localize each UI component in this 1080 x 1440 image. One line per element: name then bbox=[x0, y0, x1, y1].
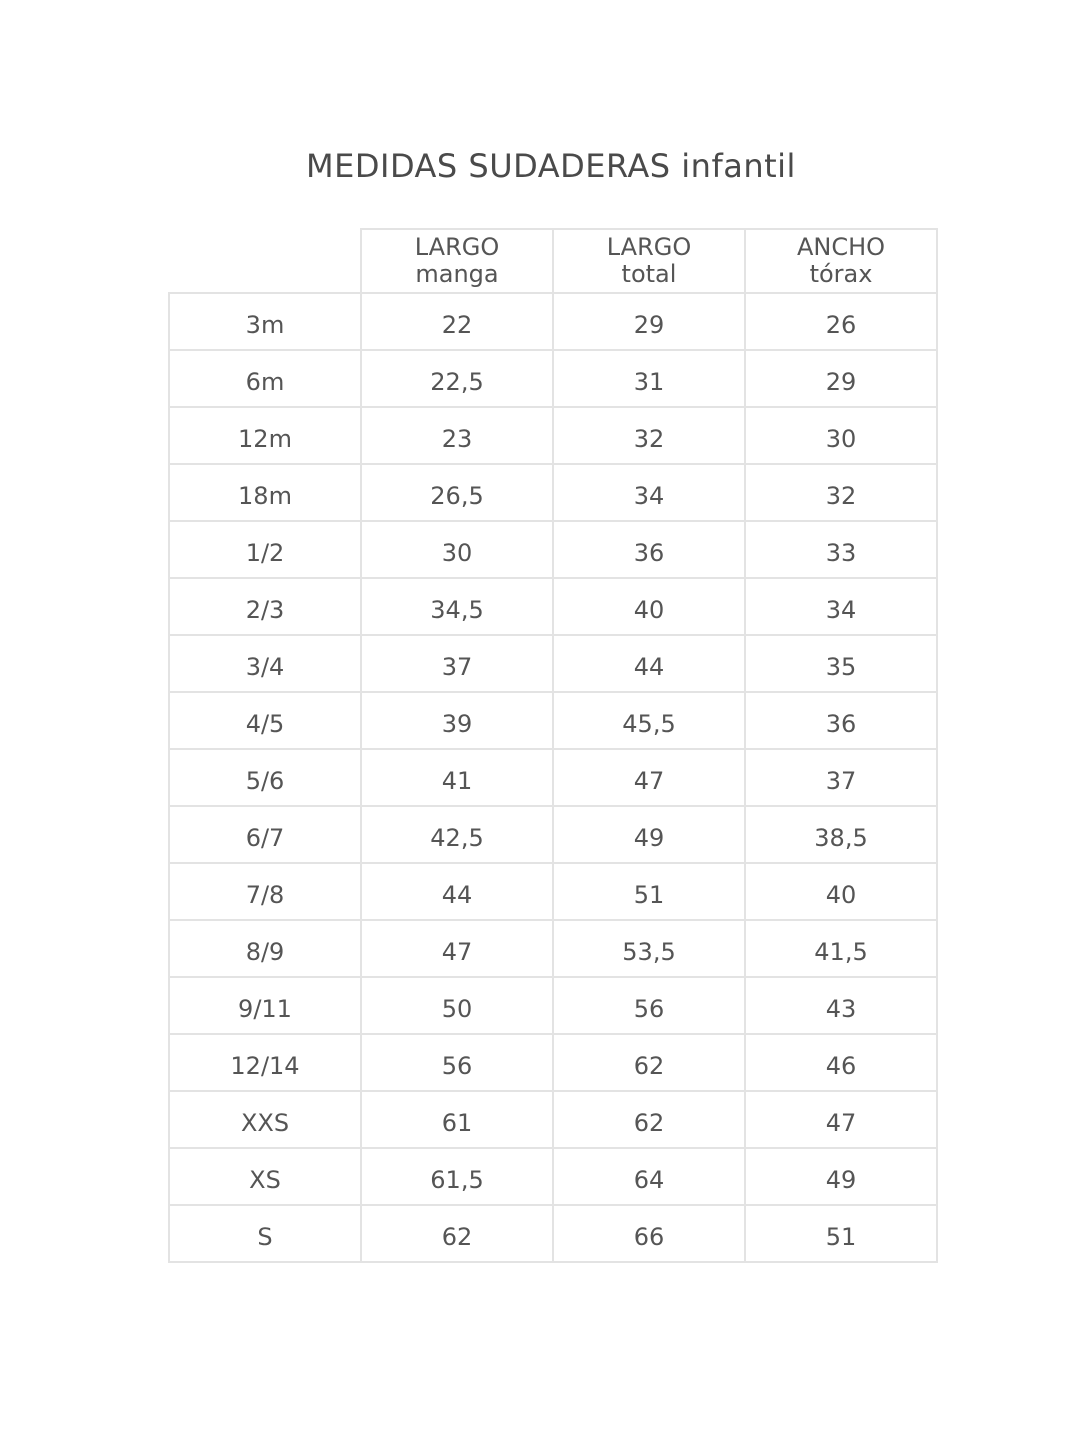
largo-manga-cell: 44 bbox=[361, 863, 553, 920]
size-cell: XS bbox=[169, 1148, 361, 1205]
largo-total-cell: 47 bbox=[553, 749, 745, 806]
table-row bbox=[169, 521, 937, 578]
largo-manga-cell: 62 bbox=[361, 1205, 553, 1262]
size-cell: 9/11 bbox=[169, 977, 361, 1034]
table-row bbox=[169, 1091, 937, 1148]
header-largo-total bbox=[553, 229, 745, 293]
size-cell: 7/8 bbox=[169, 863, 361, 920]
largo-manga-cell: 61 bbox=[361, 1091, 553, 1148]
size-cell: S bbox=[169, 1205, 361, 1262]
size-chart-table bbox=[168, 228, 938, 1263]
largo-total-cell: 64 bbox=[553, 1148, 745, 1205]
ancho-torax-cell: 33 bbox=[745, 521, 937, 578]
size-cell: 3m bbox=[169, 293, 361, 350]
largo-total-cell: 66 bbox=[553, 1205, 745, 1262]
table-row bbox=[169, 407, 937, 464]
table-row bbox=[169, 578, 937, 635]
header-line-2: tórax bbox=[809, 260, 873, 288]
largo-total-cell: 62 bbox=[553, 1091, 745, 1148]
size-cell: 6m bbox=[169, 350, 361, 407]
table-row bbox=[169, 1148, 937, 1205]
table-row bbox=[169, 920, 937, 977]
largo-manga-cell: 39 bbox=[361, 692, 553, 749]
largo-manga-cell: 61,5 bbox=[361, 1148, 553, 1205]
ancho-torax-cell: 49 bbox=[745, 1148, 937, 1205]
header-line-1: ANCHO bbox=[796, 233, 886, 261]
header-largo-manga bbox=[361, 229, 553, 293]
ancho-torax-cell: 32 bbox=[745, 464, 937, 521]
header-ancho-torax bbox=[745, 229, 937, 293]
size-cell: 18m bbox=[169, 464, 361, 521]
header-line-1: LARGO bbox=[606, 233, 692, 261]
largo-manga-cell: 22 bbox=[361, 293, 553, 350]
largo-total-cell: 32 bbox=[553, 407, 745, 464]
table-body bbox=[169, 293, 937, 1262]
table-row bbox=[169, 293, 937, 350]
largo-total-cell: 36 bbox=[553, 521, 745, 578]
size-cell: XXS bbox=[169, 1091, 361, 1148]
largo-total-cell: 62 bbox=[553, 1034, 745, 1091]
largo-total-cell: 40 bbox=[553, 578, 745, 635]
largo-manga-cell: 50 bbox=[361, 977, 553, 1034]
table-row bbox=[169, 749, 937, 806]
largo-total-cell: 51 bbox=[553, 863, 745, 920]
header-line-2: manga bbox=[415, 260, 499, 288]
largo-total-cell: 44 bbox=[553, 635, 745, 692]
largo-manga-cell: 37 bbox=[361, 635, 553, 692]
ancho-torax-cell: 36 bbox=[745, 692, 937, 749]
ancho-torax-cell: 38,5 bbox=[745, 806, 937, 863]
size-cell: 2/3 bbox=[169, 578, 361, 635]
header-line-1: LARGO bbox=[414, 233, 500, 261]
ancho-torax-cell: 41,5 bbox=[745, 920, 937, 977]
size-cell: 8/9 bbox=[169, 920, 361, 977]
ancho-torax-cell: 40 bbox=[745, 863, 937, 920]
largo-total-cell: 49 bbox=[553, 806, 745, 863]
ancho-torax-cell: 35 bbox=[745, 635, 937, 692]
largo-total-cell: 34 bbox=[553, 464, 745, 521]
size-cell: 12/14 bbox=[169, 1034, 361, 1091]
largo-manga-cell: 41 bbox=[361, 749, 553, 806]
largo-manga-cell: 23 bbox=[361, 407, 553, 464]
ancho-torax-cell: 30 bbox=[745, 407, 937, 464]
largo-total-cell: 53,5 bbox=[553, 920, 745, 977]
ancho-torax-cell: 51 bbox=[745, 1205, 937, 1262]
size-cell: 1/2 bbox=[169, 521, 361, 578]
header-line-2: total bbox=[621, 260, 677, 288]
table-row bbox=[169, 1034, 937, 1091]
size-cell: 4/5 bbox=[169, 692, 361, 749]
ancho-torax-cell: 43 bbox=[745, 977, 937, 1034]
largo-manga-cell: 30 bbox=[361, 521, 553, 578]
largo-total-cell: 29 bbox=[553, 293, 745, 350]
table-row bbox=[169, 692, 937, 749]
largo-total-cell: 31 bbox=[553, 350, 745, 407]
largo-manga-cell: 42,5 bbox=[361, 806, 553, 863]
table-row bbox=[169, 635, 937, 692]
ancho-torax-cell: 47 bbox=[745, 1091, 937, 1148]
size-cell: 6/7 bbox=[169, 806, 361, 863]
ancho-torax-cell: 26 bbox=[745, 293, 937, 350]
ancho-torax-cell: 34 bbox=[745, 578, 937, 635]
table-row bbox=[169, 863, 937, 920]
page-title: MEDIDAS SUDADERAS infantil bbox=[306, 147, 796, 185]
largo-total-cell: 56 bbox=[553, 977, 745, 1034]
largo-manga-cell: 56 bbox=[361, 1034, 553, 1091]
size-cell: 12m bbox=[169, 407, 361, 464]
largo-manga-cell: 22,5 bbox=[361, 350, 553, 407]
table-row bbox=[169, 977, 937, 1034]
largo-manga-cell: 47 bbox=[361, 920, 553, 977]
size-cell: 5/6 bbox=[169, 749, 361, 806]
table-row bbox=[169, 350, 937, 407]
table-row bbox=[169, 806, 937, 863]
ancho-torax-cell: 46 bbox=[745, 1034, 937, 1091]
header-corner-cell bbox=[169, 229, 361, 293]
largo-manga-cell: 34,5 bbox=[361, 578, 553, 635]
table-row bbox=[169, 1205, 937, 1262]
table-header-row bbox=[169, 229, 937, 293]
size-cell: 3/4 bbox=[169, 635, 361, 692]
largo-total-cell: 45,5 bbox=[553, 692, 745, 749]
ancho-torax-cell: 29 bbox=[745, 350, 937, 407]
table-row bbox=[169, 464, 937, 521]
largo-manga-cell: 26,5 bbox=[361, 464, 553, 521]
ancho-torax-cell: 37 bbox=[745, 749, 937, 806]
